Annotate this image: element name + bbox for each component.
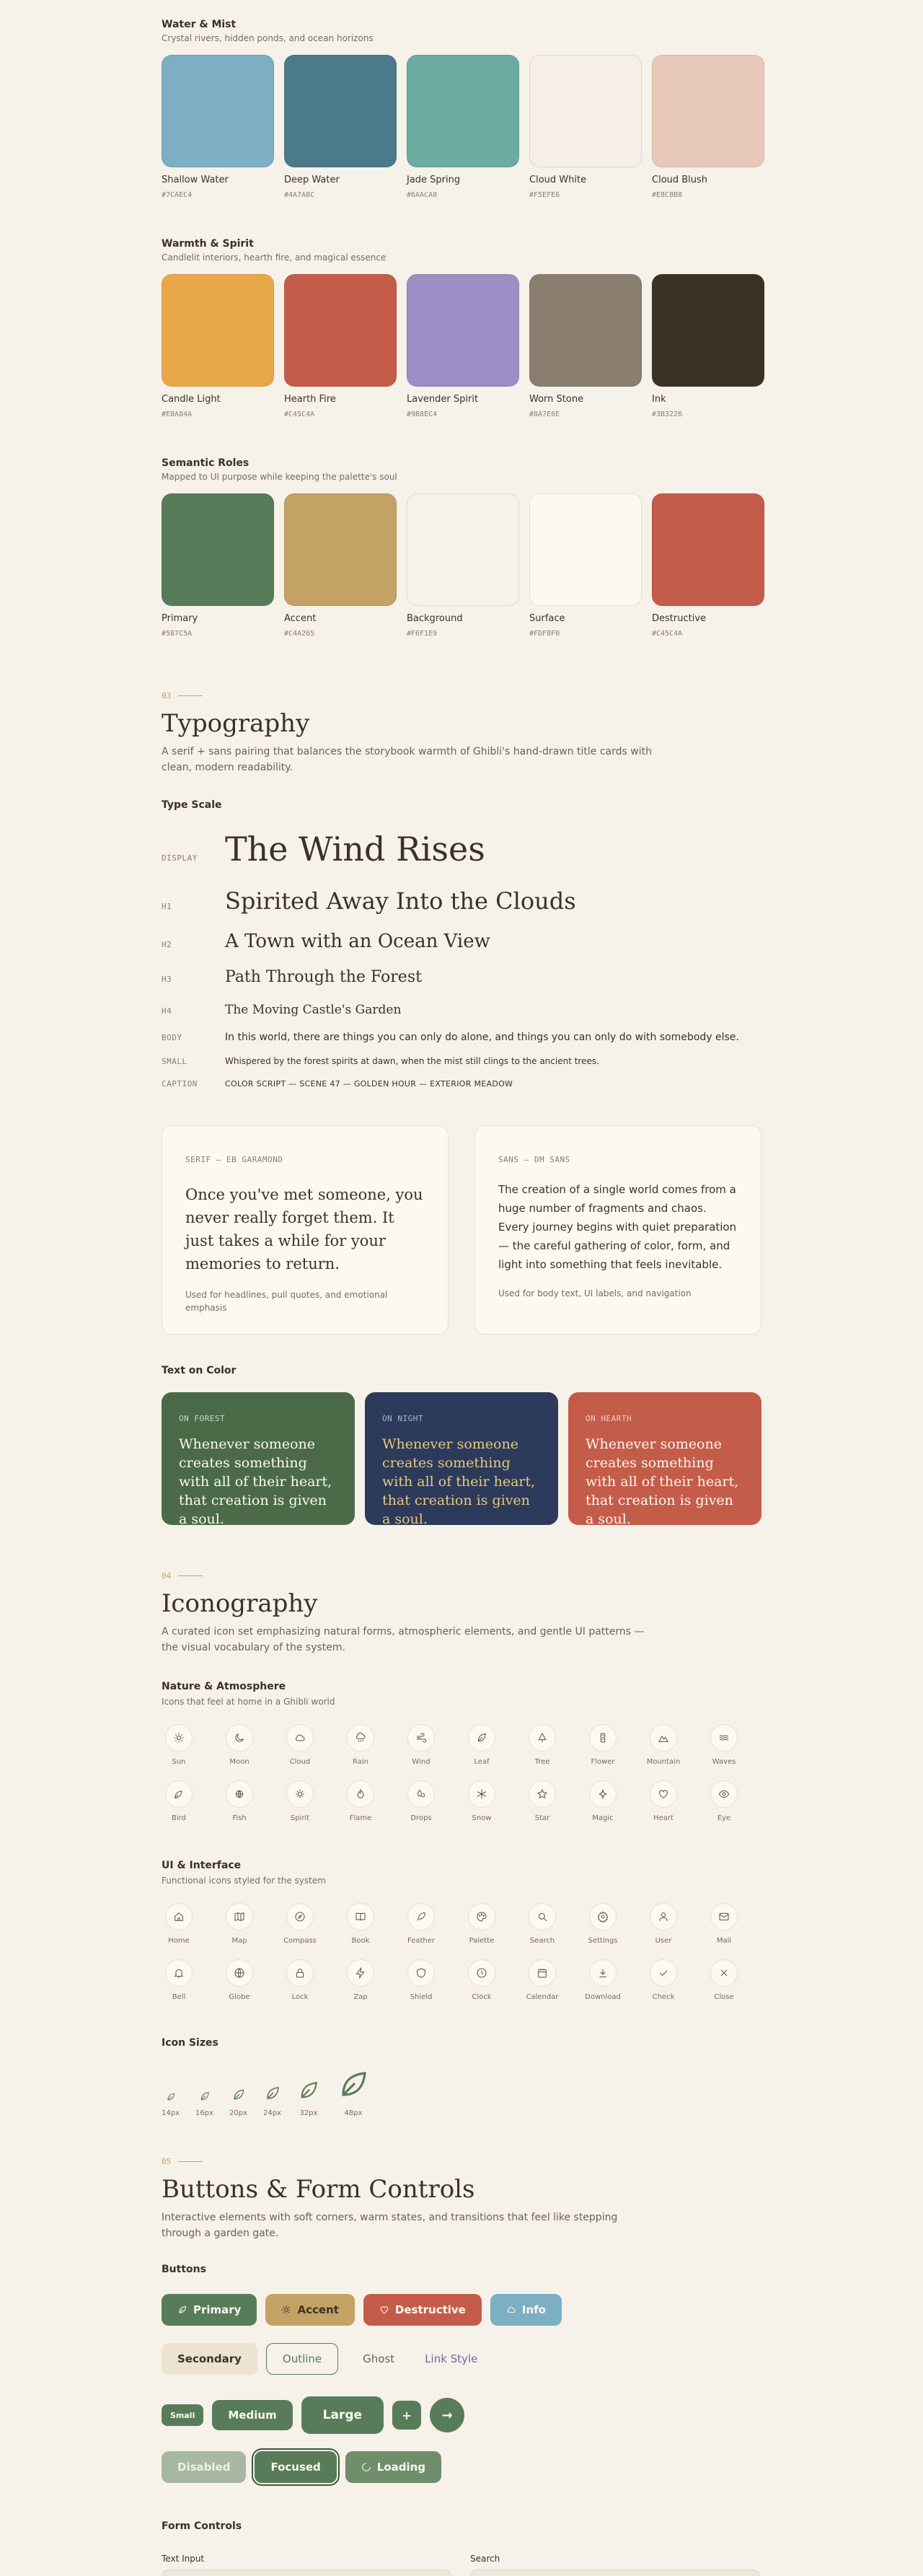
swatch-hex: #587C5A xyxy=(162,630,193,638)
text-on-color-title: Text on Color xyxy=(162,1365,237,1376)
plus-icon: + xyxy=(402,2408,412,2422)
mountain-icon xyxy=(650,1724,677,1751)
icon-label: Bird xyxy=(172,1814,186,1822)
swatch-color xyxy=(162,493,274,606)
palette-title: Water & Mist xyxy=(162,19,237,30)
icon-tile xyxy=(222,1780,257,1822)
icon-label: Cloud xyxy=(289,1758,311,1766)
icon-label: Rain xyxy=(353,1758,368,1766)
icon-tile xyxy=(404,1903,438,1945)
text-on-color-card xyxy=(162,1392,355,1525)
palette-group xyxy=(162,19,761,199)
flower-icon xyxy=(589,1724,617,1751)
section-description: A serif + sans pairing that balances the storybook warmth of Ghibli's hand-drawn title cards with clean, modern readability. xyxy=(162,746,652,773)
section-description: A curated icon set emphasizing natural forms, atmospheric elements, and gentle UI patterns — the visual vocabulary of the system. xyxy=(162,1626,645,1653)
style-buttons-row xyxy=(162,2343,483,2375)
icon-label: Bell xyxy=(172,1993,186,2001)
form-controls xyxy=(162,2554,761,2576)
form-controls-title: Form Controls xyxy=(162,2520,242,2532)
icon-tile xyxy=(586,1724,620,1766)
icon-label: Book xyxy=(351,1937,370,1945)
bird-icon xyxy=(165,1780,193,1808)
download-icon xyxy=(589,1959,617,1987)
icon-label: Feather xyxy=(407,1937,435,1945)
type-row-h3: H3 Path Through the Forest xyxy=(162,968,422,986)
icon-size-sample xyxy=(336,2067,371,2117)
icon-label: Flame xyxy=(349,1814,372,1822)
color-swatch xyxy=(407,274,518,418)
leaf-icon xyxy=(264,2085,281,2102)
lock-icon xyxy=(286,1959,314,1987)
mail-icon xyxy=(710,1903,738,1930)
swatch-color xyxy=(529,55,642,167)
icon-label: Sun xyxy=(172,1758,186,1766)
swatch-color xyxy=(529,274,642,387)
icon-label: Tree xyxy=(534,1758,550,1766)
spinner-icon xyxy=(361,2462,371,2472)
color-swatch xyxy=(407,55,518,199)
zap-icon xyxy=(347,1959,374,1987)
icon-label: Download xyxy=(585,1993,621,2001)
swatch-color xyxy=(407,493,519,606)
type-row-h4: H4 The Moving Castle's Garden xyxy=(162,1003,402,1017)
map-icon xyxy=(226,1903,253,1930)
icon-tile xyxy=(646,1903,681,1945)
swatch-name: Hearth Fire xyxy=(284,394,336,405)
icon-tile xyxy=(162,1959,196,2001)
buttons-title: Buttons xyxy=(162,2264,206,2275)
small-button[interactable]: Small xyxy=(162,2404,203,2426)
icon-label: Clock xyxy=(472,1993,492,2001)
icon-tile xyxy=(343,1780,378,1822)
icon-label: Flower xyxy=(591,1758,615,1766)
swatch-name: Cloud White xyxy=(529,175,587,185)
sun-icon xyxy=(281,2305,291,2315)
icon-label: Calendar xyxy=(526,1993,559,2001)
icon-tile xyxy=(464,1780,499,1822)
icon-size-label: 32px xyxy=(299,2109,318,2117)
icon-size-sample xyxy=(229,2088,247,2117)
ghost-button[interactable]: Ghost xyxy=(347,2343,410,2375)
swatch-name: Ink xyxy=(652,394,666,405)
arrow-icon-button[interactable] xyxy=(430,2398,464,2432)
icon-label: Search xyxy=(529,1937,555,1945)
feather-icon xyxy=(407,1903,435,1930)
type-row-h2: H2 A Town with an Ocean View xyxy=(162,931,490,952)
icon-label: Compass xyxy=(283,1937,317,1945)
icon-tile xyxy=(586,1959,620,2001)
swatch-name: Cloud Blush xyxy=(652,175,708,185)
check-icon xyxy=(650,1959,677,1987)
icon-tile xyxy=(222,1903,257,1945)
type-row-small: SMALL Whispered by the forest spirits at dawn, when the mist still clings to the ancient trees. xyxy=(162,1056,599,1066)
icon-label: Home xyxy=(168,1937,190,1945)
swatch-color xyxy=(284,493,397,606)
color-swatch xyxy=(652,493,763,638)
leaf-icon xyxy=(231,2088,246,2102)
card-quote: Whenever someone creates something with all of their heart, that creation is given a soul. xyxy=(382,1436,536,1527)
swatch-hex: #C45C4A xyxy=(284,410,315,418)
swatch-name: Surface xyxy=(529,613,565,624)
medium-button[interactable]: Medium xyxy=(212,2400,292,2430)
icon-label: Magic xyxy=(592,1814,614,1822)
icon-tile xyxy=(464,1903,499,1945)
swatch-name: Destructive xyxy=(652,613,707,624)
palette-subtitle: Mapped to UI purpose while keeping the palette's soul xyxy=(162,472,397,482)
section-number: 03 xyxy=(162,691,761,700)
icon-tile xyxy=(464,1959,499,2001)
star-icon xyxy=(529,1780,556,1808)
globe-icon xyxy=(226,1959,253,1987)
icon-label: Palette xyxy=(469,1937,495,1945)
color-swatch xyxy=(162,274,273,418)
shield-icon xyxy=(407,1959,435,1987)
search-icon xyxy=(529,1903,556,1930)
color-swatch xyxy=(162,493,273,638)
rain-icon xyxy=(347,1724,374,1751)
settings-icon xyxy=(589,1903,617,1930)
icon-tile xyxy=(404,1959,438,2001)
icon-tile xyxy=(707,1959,741,2001)
serif-card: SERIF — EB GARAMOND Once you've met someone, you never really forget them. It just takes a while for your memories to return. Used for headlines, pull quotes, and emotional emphasis xyxy=(162,1125,449,1335)
close-icon xyxy=(710,1959,738,1987)
fish-icon xyxy=(226,1780,253,1808)
swatch-color xyxy=(652,493,764,606)
icon-label: Heart xyxy=(653,1814,674,1822)
icon-tile xyxy=(343,1903,378,1945)
section-number: 04 xyxy=(162,1571,761,1581)
icon-tile xyxy=(283,1903,317,1945)
size-buttons-row xyxy=(162,2396,464,2434)
eye-icon xyxy=(710,1780,738,1808)
icon-tile xyxy=(283,1959,317,2001)
swatch-hex: #F6F1E9 xyxy=(407,630,438,638)
color-swatch xyxy=(162,55,273,199)
spirit-icon xyxy=(286,1780,314,1808)
icon-tile xyxy=(525,1903,560,1945)
destructive-button[interactable]: Destructive xyxy=(363,2294,482,2326)
card-quote: Whenever someone creates something with all of their heart, that creation is given a soul. xyxy=(586,1436,739,1527)
icon-size-label: 48px xyxy=(344,2109,363,2117)
palette-subtitle: Candlelit interiors, hearth fire, and magical essence xyxy=(162,252,387,263)
sun-icon xyxy=(165,1724,193,1751)
bell-icon xyxy=(165,1959,193,1987)
type-scale xyxy=(162,830,811,1104)
color-swatch xyxy=(407,493,518,638)
flame-icon xyxy=(347,1780,374,1808)
focused-button[interactable]: Focused xyxy=(255,2451,336,2483)
secondary-button[interactable]: Secondary xyxy=(162,2343,257,2375)
text-input-field: Text Input xyxy=(162,2554,451,2576)
icon-tile xyxy=(525,1780,560,1822)
swatch-name: Accent xyxy=(284,613,317,624)
icon-label: Lock xyxy=(291,1993,309,2001)
info-button[interactable]: Info xyxy=(490,2294,562,2326)
arrow-right-icon: → xyxy=(441,2407,453,2423)
icon-label: Star xyxy=(534,1814,550,1822)
type-row-body: BODY In this world, there are things you can only do alone, and things you can only do with somebody else. xyxy=(162,1032,739,1043)
text-on-color-cards xyxy=(162,1392,761,1525)
type-row-caption: CAPTION COLOR SCRIPT — SCENE 47 — GOLDEN HOUR — EXTERIOR MEADOW xyxy=(162,1079,513,1089)
leaf-icon xyxy=(336,2067,371,2102)
icon-tile xyxy=(162,1780,196,1822)
icon-tile xyxy=(162,1903,196,1945)
icon-label: Waves xyxy=(712,1758,736,1766)
swatch-hex: #FDF8F0 xyxy=(529,630,560,638)
link-style-button[interactable]: Link Style xyxy=(419,2343,483,2375)
snow-icon xyxy=(468,1780,495,1808)
icon-size-label: 16px xyxy=(195,2109,213,2117)
icon-tile xyxy=(646,1780,681,1822)
card-quote: Whenever someone creates something with all of their heart, that creation is given a soul. xyxy=(179,1436,332,1527)
color-swatch xyxy=(652,55,763,199)
swatch-color xyxy=(284,55,397,167)
compass-icon xyxy=(286,1903,314,1930)
swatch-hex: #4A7A8C xyxy=(284,191,315,199)
icon-tile xyxy=(646,1959,681,2001)
swatch-name: Deep Water xyxy=(284,175,340,185)
swatch-name: Worn Stone xyxy=(529,394,584,405)
icon-tile xyxy=(707,1780,741,1822)
icon-tile xyxy=(646,1724,681,1766)
icon-label: Mail xyxy=(716,1937,732,1945)
color-swatch xyxy=(529,274,640,418)
color-swatch xyxy=(284,493,395,638)
icon-label: Drops xyxy=(410,1814,432,1822)
section-title: Buttons & Form Controls xyxy=(162,2175,475,2204)
swatch-hex: #E8C8B8 xyxy=(652,191,683,199)
color-swatch xyxy=(284,55,395,199)
swatch-hex: #7CAEC4 xyxy=(162,191,193,199)
icon-label: Close xyxy=(714,1993,734,2001)
leaf-icon xyxy=(468,1724,495,1751)
icon-label: Snow xyxy=(472,1814,492,1822)
swatch-hex: #C4A265 xyxy=(284,630,315,638)
swatch-color xyxy=(284,274,397,387)
book-icon xyxy=(347,1903,374,1930)
swatch-name: Jade Spring xyxy=(407,175,461,185)
color-swatch xyxy=(284,274,395,418)
color-swatch xyxy=(529,493,640,638)
tree-icon xyxy=(529,1724,556,1751)
icon-label: Eye xyxy=(717,1814,731,1822)
icon-size-sample xyxy=(263,2085,281,2117)
swatch-name: Shallow Water xyxy=(162,175,229,185)
section-description: Interactive elements with soft corners, warm states, and transitions that feel like stepping through a garden gate. xyxy=(162,2212,618,2239)
swatch-hex: #3B3226 xyxy=(652,410,683,418)
heart-icon xyxy=(379,2305,389,2315)
swatch-color xyxy=(407,274,519,387)
icon-sizes: Icon Sizes 14px 16px 20px 24px 32px 48px xyxy=(162,2037,371,2117)
icon-label: Settings xyxy=(588,1937,618,1945)
icon-label: Moon xyxy=(229,1758,249,1766)
calendar-icon xyxy=(529,1959,556,1987)
ui-icons: UI & Interface Functional icons styled for the system Home Map Compass Book Feather Palette Search Settings User Mail Bell Globe Lock Zap Shield Clock Calendar Download Check Close xyxy=(162,1860,741,2001)
loading-button[interactable]: Loading xyxy=(345,2451,441,2483)
section-title: Iconography xyxy=(162,1589,318,1618)
swatch-name: Candle Light xyxy=(162,394,221,405)
leaf-icon xyxy=(199,2091,211,2102)
icon-tile xyxy=(525,1959,560,2001)
cloud-icon xyxy=(506,2305,516,2315)
waves-icon xyxy=(710,1724,738,1751)
leaf-icon xyxy=(177,2305,187,2315)
primary-button[interactable]: Primary xyxy=(162,2294,257,2326)
buttons-area xyxy=(162,2294,811,2489)
text-on-color-card xyxy=(568,1392,761,1525)
icon-label: Shield xyxy=(410,1993,433,2001)
section-title: Typography xyxy=(162,709,310,738)
swatch-hex: #6AACA0 xyxy=(407,191,438,199)
icon-tile xyxy=(343,1724,378,1766)
add-icon-button[interactable] xyxy=(392,2401,421,2430)
icon-tile xyxy=(404,1724,438,1766)
accent-button[interactable]: Accent xyxy=(265,2294,354,2326)
icon-tile xyxy=(283,1724,317,1766)
swatch-color xyxy=(529,493,642,606)
swatch-hex: #8A7E6E xyxy=(529,410,560,418)
sans-card: SANS — DM SANS The creation of a single world comes from a huge number of fragments and chaos. Every journey begins with quiet preparation — the careful gathering of color, form, and light into something that feels inevitable. Used for body text, UI labels, and navigation xyxy=(474,1125,761,1335)
icon-tile xyxy=(222,1959,257,2001)
icon-tile xyxy=(464,1724,499,1766)
icon-label: Globe xyxy=(229,1993,250,2001)
leaf-icon xyxy=(166,2092,176,2102)
moon-icon xyxy=(226,1724,253,1751)
typography-section xyxy=(162,691,761,775)
outline-button[interactable]: Outline xyxy=(266,2343,338,2375)
user-icon xyxy=(650,1903,677,1930)
icon-label: Zap xyxy=(353,1993,368,2001)
swatch-name: Background xyxy=(407,613,463,624)
state-buttons-row xyxy=(162,2451,441,2483)
swatch-hex: #F5EFE6 xyxy=(529,191,560,199)
icon-size-sample xyxy=(162,2092,180,2117)
color-swatch xyxy=(529,55,640,199)
type-row-display: DISPLAY The Wind Rises xyxy=(162,830,485,869)
icon-tile xyxy=(586,1903,620,1945)
palette-title: Warmth & Spirit xyxy=(162,238,254,250)
swatch-hex: #E8A84A xyxy=(162,410,193,418)
search-input[interactable] xyxy=(470,2570,760,2576)
cloud-icon xyxy=(286,1724,314,1751)
home-icon xyxy=(165,1903,193,1930)
search-field: Search xyxy=(470,2554,760,2576)
swatch-color xyxy=(407,55,519,167)
text-on-color-card xyxy=(365,1392,558,1525)
large-button[interactable]: Large xyxy=(301,2396,384,2434)
icon-tile xyxy=(343,1959,378,2001)
card-label: ON FOREST xyxy=(179,1414,226,1423)
nature-icons: Nature & Atmosphere Icons that feel at home in a Ghibli world Sun Moon Cloud Rain Wind Leaf Tree Flower Mountain Waves Bird Fish Spirit Flame Drops Snow Star Magic Heart Eye xyxy=(162,1681,741,1822)
heart-icon xyxy=(650,1780,677,1808)
type-scale-title: Type Scale xyxy=(162,799,222,811)
palette-group xyxy=(162,457,761,638)
card-label: ON NIGHT xyxy=(382,1414,423,1423)
icon-tile xyxy=(404,1780,438,1822)
icon-size-label: 20px xyxy=(229,2109,247,2117)
icon-label: Check xyxy=(652,1993,675,2001)
card-label: ON HEARTH xyxy=(586,1414,632,1423)
icon-tile xyxy=(707,1903,741,1945)
icon-label: Wind xyxy=(412,1758,430,1766)
icon-tile xyxy=(586,1780,620,1822)
icon-size-label: 14px xyxy=(162,2109,180,2117)
icon-tile xyxy=(525,1724,560,1766)
leaf-icon xyxy=(297,2079,320,2102)
icon-tile xyxy=(283,1780,317,1822)
swatch-color xyxy=(652,55,764,167)
swatch-name: Lavender Spirit xyxy=(407,394,479,405)
swatch-hex: #C45C4A xyxy=(652,630,683,638)
icon-label: User xyxy=(655,1937,672,1945)
icon-size-sample xyxy=(195,2091,213,2117)
swatch-name: Primary xyxy=(162,613,198,624)
palette-subtitle: Crystal rivers, hidden ponds, and ocean horizons xyxy=(162,33,374,43)
swatch-color xyxy=(162,55,274,167)
icon-tile xyxy=(162,1724,196,1766)
icon-tile xyxy=(707,1724,741,1766)
buttons-section xyxy=(162,2157,761,2241)
color-swatch xyxy=(652,274,763,418)
type-row-h1: H1 Spirited Away Into the Clouds xyxy=(162,887,576,915)
swatch-hex: #9B8EC4 xyxy=(407,410,438,418)
disabled-button[interactable]: Disabled xyxy=(162,2451,246,2483)
icon-label: Leaf xyxy=(474,1758,490,1766)
sans-text: The creation of a single world comes from a huge number of fragments and chaos. Every journey begins with quiet preparation — the careful gathering of color, form, and light into something that feels inevitable. xyxy=(498,1183,737,1271)
drops-icon xyxy=(407,1780,435,1808)
icon-label: Spirit xyxy=(290,1814,310,1822)
variant-buttons-row xyxy=(162,2294,562,2326)
icon-label: Mountain xyxy=(646,1758,681,1766)
icon-size-sample xyxy=(297,2079,320,2117)
text-input[interactable] xyxy=(162,2570,451,2576)
icon-tile xyxy=(222,1724,257,1766)
serif-quote: Once you've met someone, you never really forget them. It just takes a while for your memories to return. xyxy=(185,1186,423,1272)
icon-label: Map xyxy=(231,1937,247,1945)
wind-icon xyxy=(407,1724,435,1751)
palette-icon xyxy=(468,1903,495,1930)
icon-label: Fish xyxy=(232,1814,247,1822)
font-pairing-cards xyxy=(162,1125,761,1335)
palette-title: Semantic Roles xyxy=(162,457,249,469)
clock-icon xyxy=(468,1959,495,1987)
swatch-color xyxy=(652,274,764,387)
swatch-color xyxy=(162,274,274,387)
iconography-section xyxy=(162,1571,761,1656)
icon-size-label: 24px xyxy=(263,2109,281,2117)
section-number: 05 xyxy=(162,2157,761,2166)
magic-icon xyxy=(589,1780,617,1808)
palette-group xyxy=(162,238,761,418)
